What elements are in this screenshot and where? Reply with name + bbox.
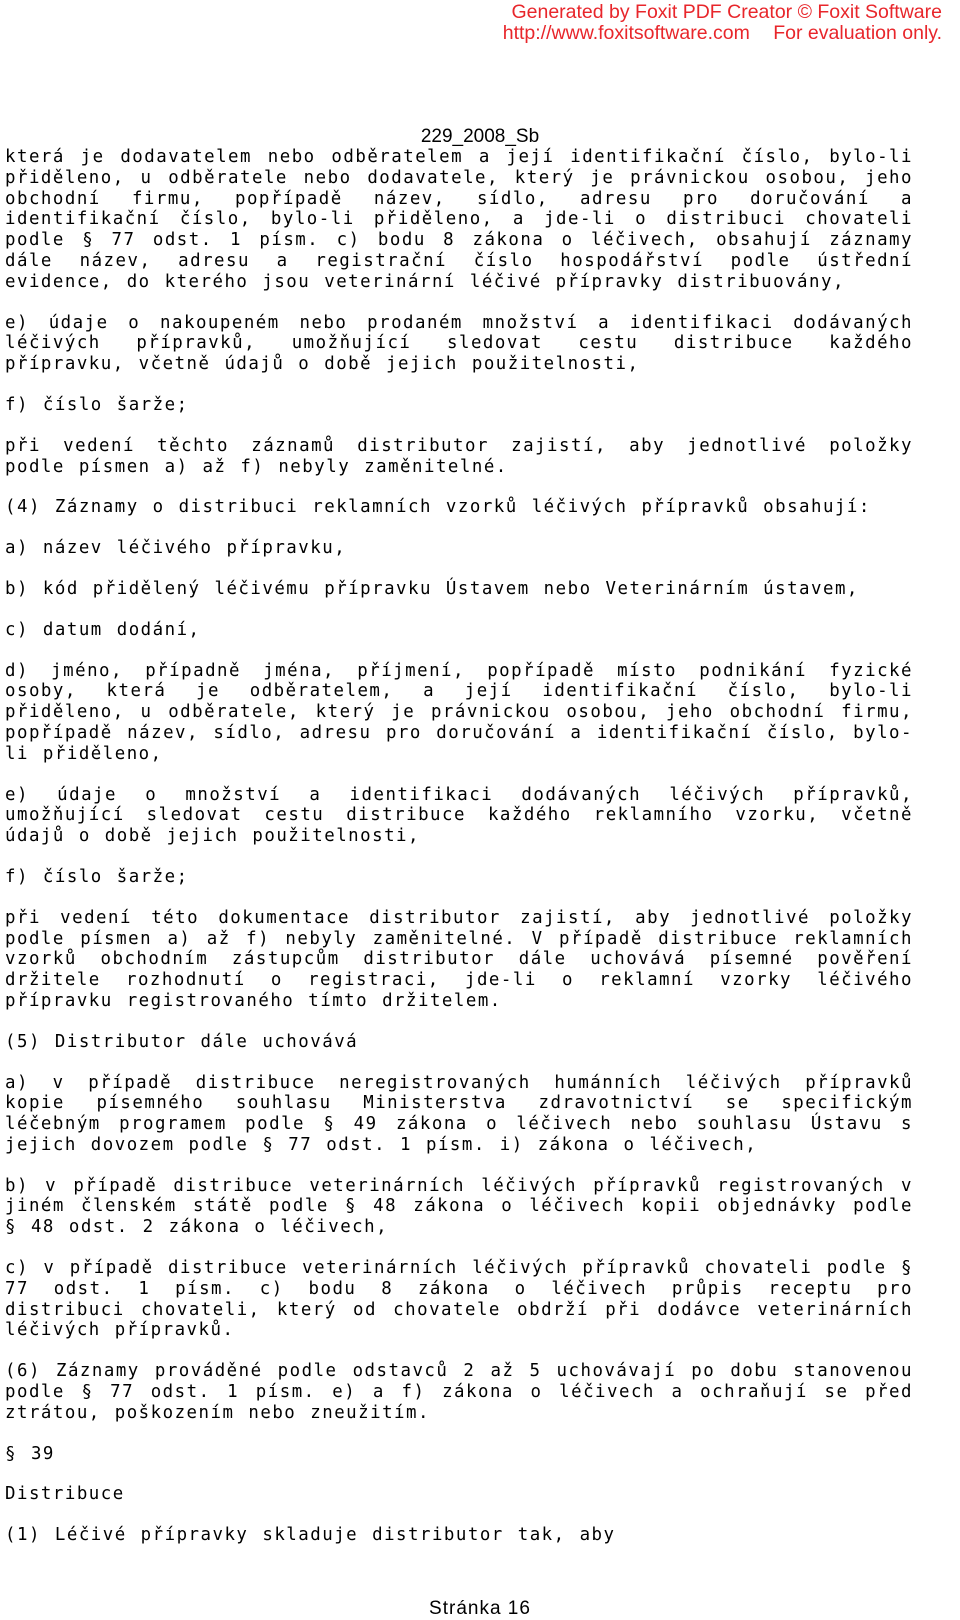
page-footer: Stránka 16	[429, 1598, 531, 1619]
paragraph: a) v případě distribuce neregistrovaných humánních léčivých přípravků kopie písemného souhlasu Ministerstva zdravotnictví se specifickým léčebným programem podle § 49 zákona o léčivech nebo souhlasu Ústavu s jejich dovozem podle § 77 odst. 1 písm. i) zákona o léčivech,	[5, 1072, 913, 1155]
paragraph: (6) Záznamy prováděné podle odstavců 2 až 5 uchovávají po dobu stanovenou podle § 77 odst. 1 písm. e) a f) zákona o léčivech a ochraňují se před ztrátou, poškozením nebo zneužitím.	[5, 1361, 913, 1423]
watermark-note: For evaluation only.	[773, 22, 942, 44]
paragraph: při vedení těchto záznamů distributor zajistí, aby jednotlivé položky podle písmen a) až f) nebyly zaměnitelné.	[5, 435, 913, 477]
paragraph: která je dodavatelem nebo odběratelem a její identifikační číslo, bylo-li přiděleno, u odběratele nebo dodavatele, který je právnickou osobou, jeho obchodní firmu, popřípadě název, sídlo, adresu pro doručování a identifikační číslo, bylo-li přiděleno, a jde-li o distribuci chovateli podle § 77 odst. 1 písm. c) bodu 8 zákona o léčivech, obsahují záznamy dále název, adresu a registrační číslo hospodářství podle ústřední evidence, do kterého jsou veterinární léčivé přípravky distribuovány,	[5, 147, 913, 292]
paragraph: c) datum dodání,	[5, 619, 201, 640]
evaluation-watermark	[503, 2, 942, 44]
paragraph: (4) Záznamy o distribuci reklamních vzorků léčivých přípravků obsahují:	[5, 497, 871, 518]
section-number: § 39	[5, 1443, 55, 1464]
paragraph: při vedení této dokumentace distributor zajistí, aby jednotlivé položky podle písmen a) až f) nebyly zaměnitelné. V případě distribuce reklamních vzorků obchodním zástupcům distributor dále uchovává písemné pověření držitele rozhodnutí o registraci, jde-li o reklamní vzorky léčivého přípravku registrovaného tímto držitelem.	[5, 907, 913, 1011]
paragraph: f) číslo šarže;	[5, 394, 189, 415]
paragraph: d) jméno, případně jména, příjmení, popřípadě místo podnikání fyzické osoby, která je odběratelem, a její identifikační číslo, bylo-li přiděleno, u odběratele, který je právnickou osobou, jeho obchodní firmu, popřípadě název, sídlo, adresu pro doručování a identifikační číslo, bylo-li přiděleno,	[5, 660, 913, 764]
page-header: 229_2008_Sb	[420, 126, 540, 147]
paragraph: c) v případě distribuce veterinárních léčivých přípravků chovateli podle § 77 odst. 1 písm. c) bodu 8 zákona o léčivech průpis receptu pro distribuci chovateli, který od chovatele obdrží při dodávce veterinárních léčivých přípravků.	[5, 1258, 913, 1341]
watermark-line-2	[503, 23, 942, 44]
paragraph: f) číslo šarže;	[5, 866, 189, 887]
section-title: Distribuce	[5, 1484, 125, 1505]
watermark-url[interactable]: http://www.foxitsoftware.com	[502, 22, 750, 44]
paragraph: b) kód přidělený léčivému přípravku Ústavem nebo Veterinárním ústavem,	[5, 578, 859, 599]
paragraph: (1) Léčivé přípravky skladuje distributor tak, aby	[5, 1525, 616, 1546]
document-body	[5, 147, 913, 1566]
paragraph: (5) Distributor dále uchovává	[5, 1031, 359, 1052]
paragraph: b) v případě distribuce veterinárních léčivých přípravků registrovaných v jiném členském státě podle § 48 zákona o léčivech kopii objednávky podle § 48 odst. 2 zákona o léčivech,	[5, 1175, 913, 1238]
paragraph: e) údaje o nakoupeném nebo prodaném množství a identifikaci dodávaných léčivých přípravků, umožňující sledovat cestu distribuce každého přípravku, včetně údajů o době jejich použitelnosti,	[5, 312, 913, 375]
paragraph: e) údaje o množství a identifikaci dodávaných léčivých přípravků, umožňující sledovat cestu distribuce každého reklamního vzorku, včetně údajů o době jejich použitelnosti,	[5, 784, 913, 847]
watermark-line-1: Generated by Foxit PDF Creator © Foxit Software	[511, 1, 942, 23]
paragraph: a) název léčivého přípravku,	[5, 538, 347, 559]
